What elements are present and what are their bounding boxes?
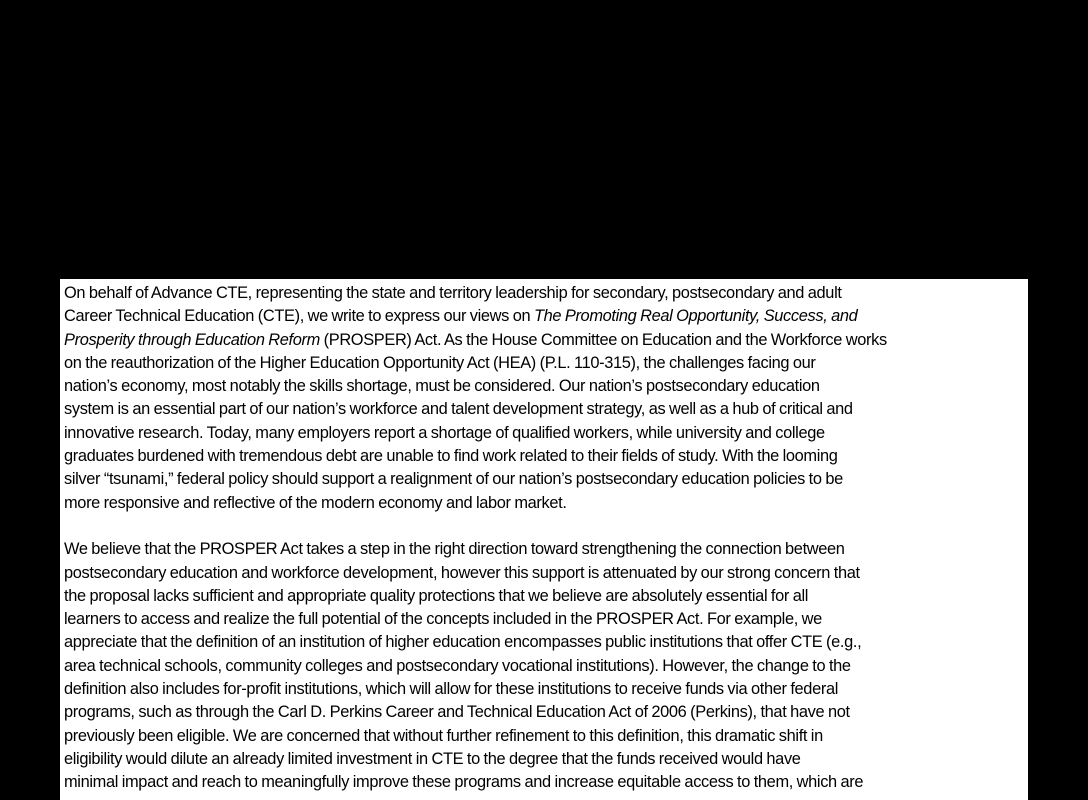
paragraph (64, 282, 1028, 515)
text-run: the proposal lacks sufficient and appropriate quality protections that we believe are absolutely essential for all (64, 586, 809, 605)
text-line (64, 398, 1028, 421)
text-line (64, 701, 1028, 724)
text-line (64, 655, 1028, 678)
text-line (64, 352, 1028, 375)
text-run: Career Technical Education (CTE), we write to express our views on (64, 307, 534, 326)
text-line (64, 585, 1028, 608)
text-run: nation’s economy, most notably the skills shortage, must be considered. Our nation’s postsecondary education (64, 377, 820, 396)
text-run: On behalf of Advance CTE, representing the state and territory leadership for secondary, postsecondary and adult (64, 284, 842, 302)
document-text-panel (60, 279, 1028, 800)
italic-title-text: Prosperity through Education Reform (64, 330, 320, 349)
italic-title-text: The Promoting Real Opportunity, Success, and (533, 307, 858, 326)
text-run: more responsive and reflective of the modern economy and labor market. (64, 493, 567, 512)
text-run: (PROSPER) Act. As the House Committee on Education and the Workforce works (319, 330, 887, 349)
text-line (64, 748, 1028, 771)
text-run: We believe that the PROSPER Act takes a step in the right direction toward strengthening the connection between (64, 540, 845, 559)
text-run: appreciate that the definition of an institution of higher education encompasses public institutions that offer CTE (e.g., (64, 633, 862, 652)
text-run: innovative research. Today, many employers report a shortage of qualified workers, while university and college (64, 423, 825, 442)
text-run: system is an essential part of our nation’s workforce and talent development strategy, as well as a hub of critical and (64, 400, 853, 419)
text-run: learners to access and realize the full potential of the concepts included in the PROSPER Act. For example, we (64, 610, 822, 629)
text-run: eligibility would dilute an already limited investment in CTE to the degree that the funds received would have (64, 749, 801, 768)
text-run: silver “tsunami,” federal policy should support a realignment of our nation’s postsecondary education policies to be (64, 470, 843, 489)
text-line (64, 305, 1028, 328)
text-line (64, 631, 1028, 654)
text-line (64, 562, 1028, 585)
text-run: previously been eligible. We are concerned that without further refinement to this definition, this dramatic shift in (64, 726, 823, 745)
text-line (64, 468, 1028, 491)
text-run: programs, such as through the Carl D. Perkins Career and Technical Education Act of 2006 (Perkins), that have not (64, 703, 850, 722)
text-line (64, 538, 1028, 561)
text-line (64, 422, 1028, 445)
text-line (64, 608, 1028, 631)
text-line (64, 282, 1028, 305)
text-line (64, 725, 1028, 748)
text-line (64, 329, 1028, 352)
text-line (64, 375, 1028, 398)
text-run: on the reauthorization of the Higher Education Opportunity Act (HEA) (P.L. 110-315), the challenges facing our (64, 353, 816, 372)
text-run: area technical schools, community colleges and postsecondary vocational institutions). However, the change to the (64, 656, 851, 675)
text-run: minimal impact and reach to meaningfully improve these programs and increase equitable access to them, which are (64, 773, 864, 792)
text-line (64, 678, 1028, 701)
paragraph (64, 538, 1028, 794)
text-line (64, 771, 1028, 794)
text-run: definition also includes for-profit institutions, which will allow for these institutions to receive funds via other federal (64, 680, 839, 699)
text-run: graduates burdened with tremendous debt are unable to find work related to their fields of study. With the looming (64, 447, 838, 466)
text-line (64, 492, 1028, 515)
text-line (64, 445, 1028, 468)
text-run: postsecondary education and workforce development, however this support is attenuated by our strong concern that (64, 563, 860, 582)
